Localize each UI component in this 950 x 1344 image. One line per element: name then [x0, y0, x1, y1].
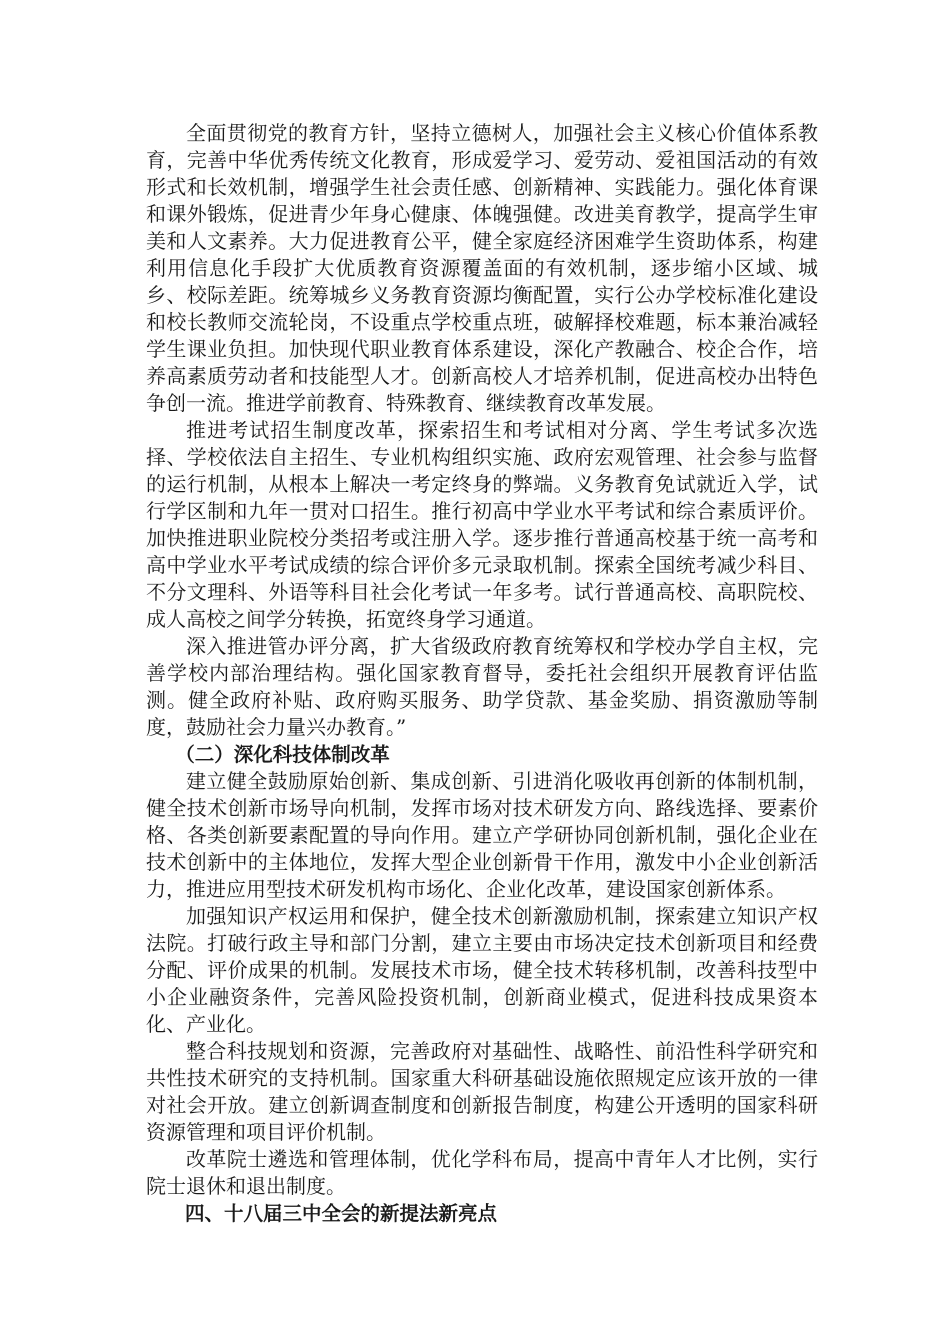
- paragraph-education-policy: 全面贯彻党的教育方针，坚持立德树人，加强社会主义核心价值体系教育，完善中华优秀传统文化教育，形成爱学习、爱劳动、爱祖国活动的有效形式和长效机制，增强学生社会责任感、创新精神、实践能力。强化体育课和课外锻炼，促进青少年身心健康、体魄强健。改进美育教学，提高学生审美和人文素养。大力促进教育公平，健全家庭经济困难学生资助体系，构建利用信息化手段扩大优质教育资源覆盖面的有效机制，逐步缩小区域、城乡、校际差距。统筹城乡义务教育资源均衡配置，实行公办学校标准化建设和校长教师交流轮岗，不设重点学校重点班，破解择校难题，标本兼治减轻学生课业负担。加快现代职业教育体系建设，深化产教融合、校企合作，培养高素质劳动者和技能型人才。创新高校人才培养机制，促进高校办出特色争创一流。推进学前教育、特殊教育、继续教育改革发展。: [146, 121, 818, 415]
- paragraph-exam-reform: 推进考试招生制度改革，探索招生和考试相对分离、学生考试多次选择、学校依法自主招生、专业机构组织实施、政府宏观管理、社会参与监督的运行机制，从根本上解决一考定终身的弊端。义务教育免试就近入学，试行学区制和九年一贯对口招生。推行初高中学业水平考试和综合素质评价。加快推进职业院校分类招考或注册入学。逐步推行普通高校基于统一高考和高中学业水平考试成绩的综合评价多元录取机制。探索全国统考减少科目、不分文理科、外语等科目社会化考试一年多考。试行普通高校、高职院校、成人高校之间学分转换，拓宽终身学习通道。: [146, 418, 818, 631]
- paragraph-academician-reform: 改革院士遴选和管理体制，优化学科布局，提高中青年人才比例，实行院士退休和退出制度。: [146, 1147, 818, 1198]
- paragraph-research-resources: 整合科技规划和资源，完善政府对基础性、战略性、前沿性科学研究和共性技术研究的支持机制。国家重大科研基础设施依照规定应该开放的一律对社会开放。建立创新调查制度和创新报告制度，构建公开透明的国家科研资源管理和项目评价机制。: [146, 1039, 818, 1144]
- section-heading-tech-reform: （二）深化科技体制改革: [175, 743, 390, 766]
- paragraph-management-separation: 深入推进管办评分离，扩大省级政府教育统筹权和学校办学自主权，完善学校内部治理结构。强化国家教育督导，委托社会组织开展教育评估监测。健全政府补贴、政府购买服务、助学贷款、基金奖励、捐资激励等制度，鼓励社会力量兴办教育。”: [146, 634, 818, 739]
- document-body: [146, 120, 818, 1227]
- chapter-heading-new-highlights: 四、十八届三中全会的新提法新亮点: [185, 1202, 498, 1225]
- paragraph-intellectual-property: 加强知识产权运用和保护，健全技术创新激励机制，探索建立知识产权法院。打破行政主导和部门分割，建立主要由市场决定技术创新项目和经费分配、评价成果的机制。发展技术市场，健全技术转移机制，改善科技型中小企业融资条件，完善风险投资机制，创新商业模式，促进科技成果资本化、产业化。: [146, 904, 818, 1036]
- paragraph-innovation-mechanism: 建立健全鼓励原始创新、集成创新、引进消化吸收再创新的体制机制，健全技术创新市场导向机制，发挥市场对技术研发方向、路线选择、要素价格、各类创新要素配置的导向作用。建立产学研协同创新机制，强化企业在技术创新中的主体地位，发挥大型企业创新骨干作用，激发中小企业创新活力，推进应用型技术研发机构市场化、企业化改革，建设国家创新体系。: [146, 769, 818, 901]
